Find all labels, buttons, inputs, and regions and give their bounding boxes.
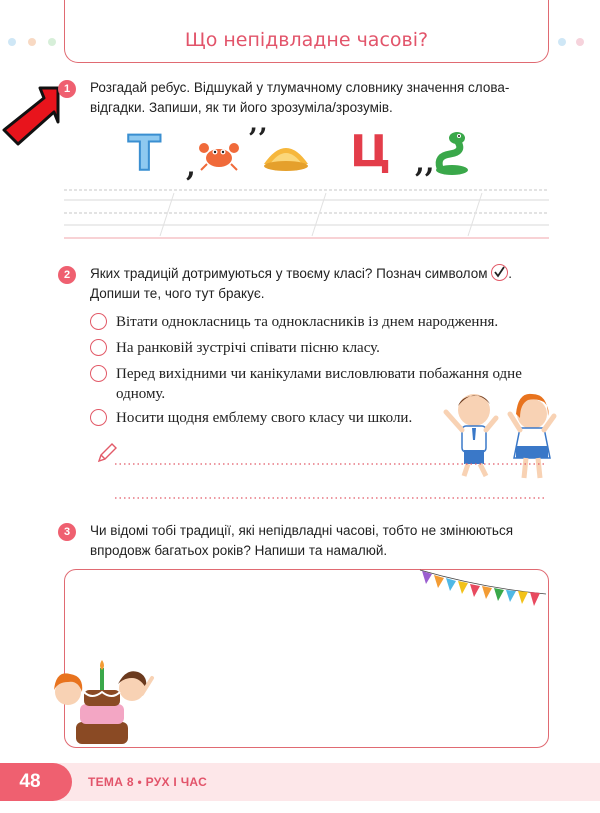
option-label: Вітати однокласниць та однокласників із днем народження. <box>116 314 499 330</box>
page-number: 48 <box>19 771 41 792</box>
task-1-text: Розгадай ребус. Відшукай у тлумачному словнику значення слова-відгадки. Запиши, як ти його зрозуміла/зрозумів. <box>90 80 510 115</box>
task-2-instruction-end: . Допиши те, чого тут бракує. <box>90 266 513 301</box>
snake-icon <box>432 128 472 176</box>
decor-dot <box>8 38 16 46</box>
bunting-flags-icon <box>418 566 548 620</box>
task-2-instruction: Яких традицій дотримуються у твоєму класі? Познач символом <box>90 266 488 281</box>
footer-topic: ТЕМА 8 • РУХ І ЧАС <box>88 775 208 789</box>
decor-dot <box>576 38 584 46</box>
check-circle-icon <box>491 264 508 281</box>
task-number-1: 1 <box>58 80 76 98</box>
option-checkbox[interactable] <box>90 339 107 356</box>
option-label: На ранковій зустрічі співати пісню класу. <box>116 340 380 356</box>
task-number-2: 2 <box>58 266 76 284</box>
decor-dot <box>48 38 56 46</box>
rebus-letter-ts: Ц <box>350 126 391 177</box>
pointer-arrow-icon <box>0 82 64 154</box>
rebus-apostrophes: ’’ <box>248 122 268 155</box>
option-label: Носити щодня емблему свого класу чи школи. <box>116 410 413 426</box>
rebus <box>120 122 480 183</box>
rebus-low-quotes: ,, <box>415 146 435 179</box>
crab-icon <box>198 138 240 172</box>
writing-lines-task-1 <box>64 188 549 240</box>
decor-dot <box>28 38 36 46</box>
task-number-3: 3 <box>58 523 76 541</box>
title-card <box>64 0 549 63</box>
melon-icon <box>262 140 310 172</box>
page-title: Що непідвладне часові? <box>184 29 429 51</box>
rebus-comma: , <box>186 150 196 183</box>
option-label: Перед вихідними чи канікулами висловлювати побажання одне одному. <box>116 366 522 402</box>
birthday-cake-illustration <box>46 658 156 750</box>
option-checkbox[interactable] <box>90 365 107 382</box>
task-2-text <box>90 264 560 304</box>
task-3-text: Чи відомі тобі традиції, які непідвладні часові, тобто не змінюються впродовж багатьох років? Напиши та намалюй. <box>90 523 514 558</box>
decor-dot <box>558 38 566 46</box>
rebus-letter-t: Т <box>128 126 161 182</box>
option-checkbox[interactable] <box>90 409 107 426</box>
option-checkbox[interactable] <box>90 313 107 330</box>
writing-lines-task-2 <box>115 462 545 504</box>
page-number-tab <box>0 763 72 801</box>
pencil-icon <box>96 442 118 464</box>
